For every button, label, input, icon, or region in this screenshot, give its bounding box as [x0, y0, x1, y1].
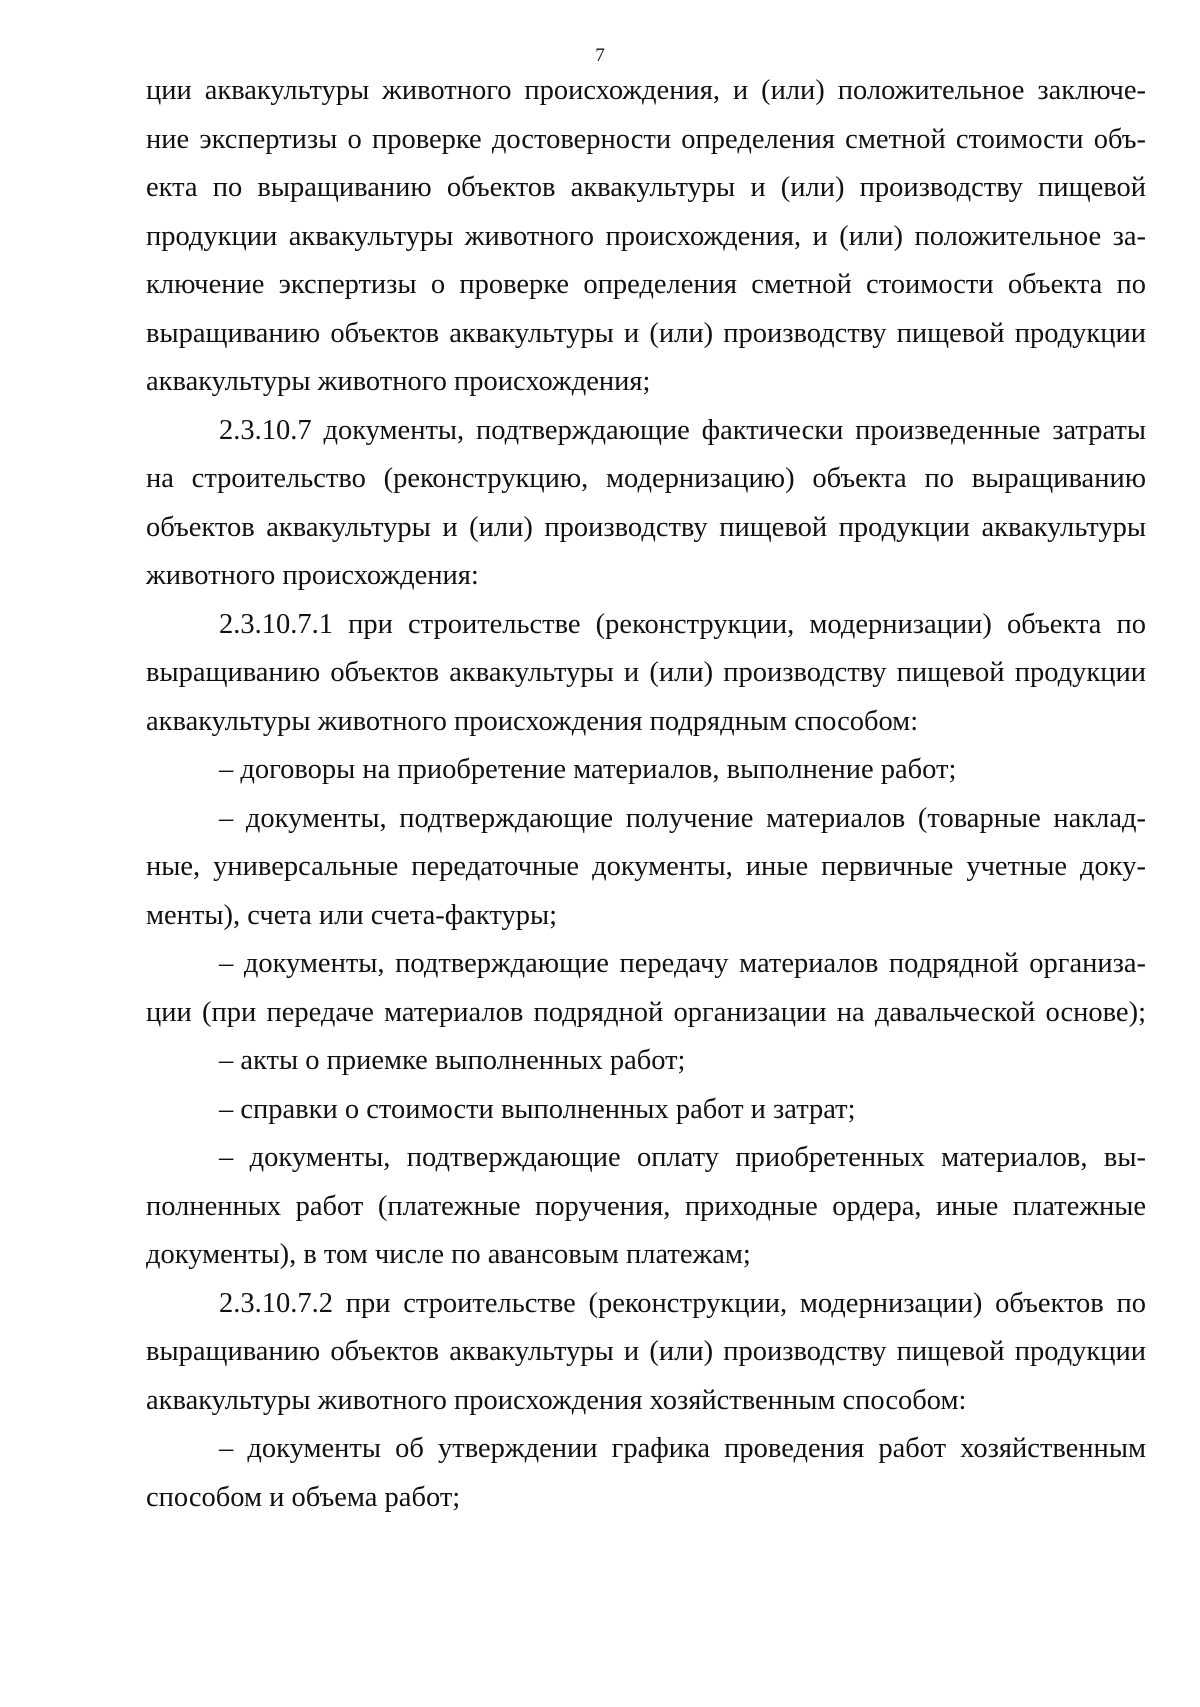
- text-line: способом и объема работ;: [146, 1481, 461, 1513]
- text-line: на строительство (реконструкцию, модернизацию) объекта по выращиванию: [146, 463, 1146, 494]
- text-line: продукции аквакультуры животного происхождения, и (или) положительное за-: [146, 220, 1146, 252]
- text-line: выращиванию объектов аквакультуры и (или) производству пищевой продукции: [146, 657, 1146, 688]
- text-line: аквакультуры животного происхождения;: [146, 366, 651, 397]
- text-line: менты), счета или счета-фактуры;: [146, 899, 558, 931]
- page-number: 7: [595, 45, 605, 66]
- text-line: – документы, подтверждающие оплату приобретенных материалов, вы-: [219, 1142, 1146, 1173]
- text-line: – документы, подтверждающие передачу материалов подрядной организа-: [219, 948, 1146, 979]
- document-body: [146, 67, 1146, 1522]
- text-line: 2.3.10.7 документы, подтверждающие фактически произведенные затраты: [219, 414, 1146, 446]
- text-line: 2.3.10.7.2 при строительстве (реконструкции, модернизации) объектов по: [219, 1287, 1146, 1319]
- text-line: – документы, подтверждающие получение материалов (товарные наклад-: [219, 802, 1146, 834]
- text-line: ние экспертизы о проверке достоверности определения сметной стоимости объ-: [146, 123, 1146, 155]
- text-line: аквакультуры животного происхождения хозяйственным способом:: [146, 1384, 967, 1416]
- text-line: – акты о приемке выполненных работ;: [219, 1045, 686, 1076]
- text-line: объектов аквакультуры и (или) производству пищевой продукции аквакультуры: [146, 511, 1146, 543]
- text-line: аквакультуры животного происхождения подрядным способом:: [146, 705, 919, 737]
- text-line: полненных работ (платежные поручения, приходные ордера, иные платежные: [146, 1190, 1146, 1222]
- text-line: – справки о стоимости выполненных работ и затрат;: [219, 1093, 856, 1125]
- text-line: документы), в том числе по авансовым платежам;: [146, 1239, 751, 1270]
- text-line: ции (при передаче материалов подрядной организации на давальческой основе);: [146, 996, 1146, 1028]
- text-line: – документы об утверждении графика проведения работ хозяйственным: [219, 1433, 1146, 1464]
- text-line: ключение экспертизы о проверке определения сметной стоимости объекта по: [146, 269, 1146, 300]
- text-line: ции аквакультуры животного происхождения, и (или) положительное заключе-: [146, 75, 1146, 106]
- text-line: животного происхождения:: [146, 560, 479, 591]
- text-line: – договоры на приобретение материалов, выполнение работ;: [219, 754, 957, 785]
- text-line: выращиванию объектов аквакультуры и (или) производству пищевой продукции: [146, 1336, 1146, 1367]
- text-line: екта по выращиванию объектов аквакультуры и (или) производству пищевой: [146, 172, 1146, 203]
- text-line: 2.3.10.7.1 при строительстве (реконструкции, модернизации) объекта по: [219, 608, 1146, 640]
- text-line: ные, универсальные передаточные документы, иные первичные учетные доку-: [146, 851, 1146, 882]
- text-line: выращиванию объектов аквакультуры и (или) производству пищевой продукции: [146, 317, 1146, 349]
